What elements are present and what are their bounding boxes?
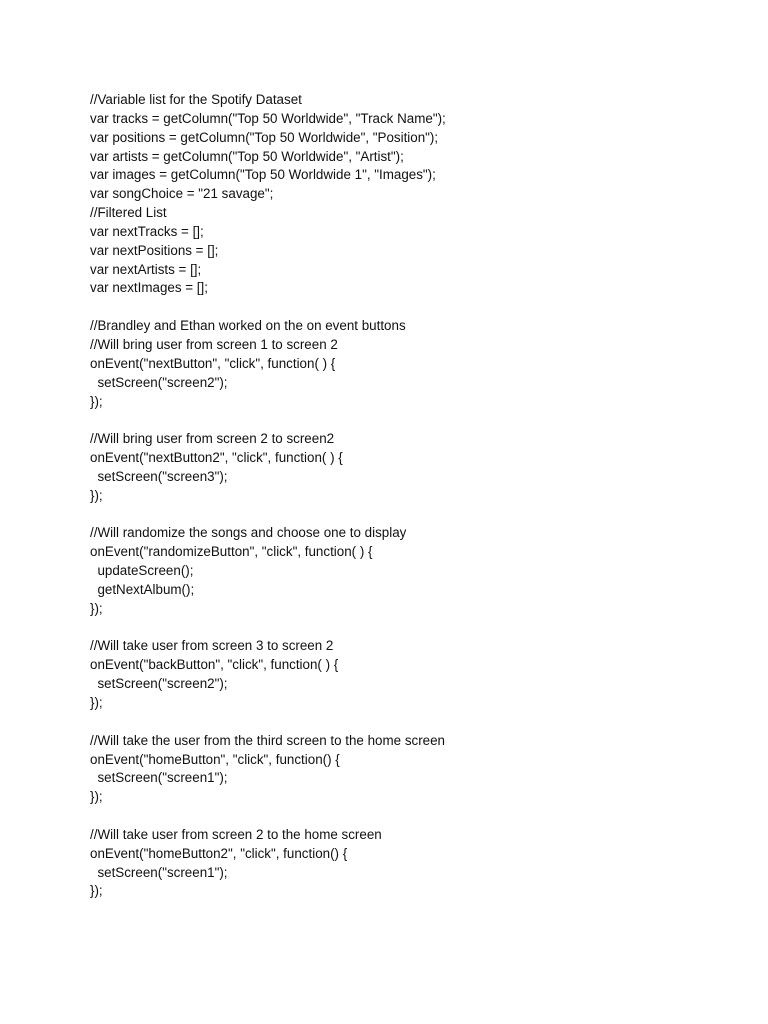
comment-line: //Will take the user from the third screen to the home screen bbox=[90, 732, 446, 748]
blank-line bbox=[90, 713, 730, 732]
code-line: }); bbox=[90, 393, 103, 409]
blank-line bbox=[90, 298, 730, 317]
code-line: var tracks = getColumn("Top 50 Worldwide", "Track Name"); bbox=[90, 110, 446, 126]
code-line: var images = getColumn("Top 50 Worldwide 1", "Images"); bbox=[90, 167, 436, 183]
code-line: var artists = getColumn("Top 50 Worldwide", "Artist"); bbox=[90, 148, 404, 164]
code-line: setScreen("screen2"); bbox=[90, 374, 228, 390]
comment-line: //Will bring user from screen 1 to screen 2 bbox=[90, 336, 338, 352]
code-line: var songChoice = "21 savage"; bbox=[90, 186, 274, 202]
code-line: onEvent("randomizeButton", "click", function( ) { bbox=[90, 544, 373, 560]
comment-line: //Filtered List bbox=[90, 205, 167, 221]
code-line: setScreen("screen2"); bbox=[90, 676, 228, 692]
blank-line bbox=[90, 807, 730, 826]
blank-line bbox=[90, 411, 730, 430]
comment-line: //Will take user from screen 3 to screen 2 bbox=[90, 638, 334, 654]
code-line: onEvent("backButton", "click", function( ) { bbox=[90, 657, 339, 673]
code-line: updateScreen(); bbox=[90, 563, 194, 579]
comment-line: //Will take user from screen 2 to the home screen bbox=[90, 826, 382, 842]
code-listing bbox=[90, 91, 730, 901]
code-line: var nextPositions = []; bbox=[90, 242, 219, 258]
blank-line bbox=[90, 506, 730, 525]
code-line: }); bbox=[90, 487, 103, 503]
code-line: var nextImages = []; bbox=[90, 280, 208, 296]
comment-line: //Variable list for the Spotify Dataset bbox=[90, 92, 302, 107]
code-line: var nextTracks = []; bbox=[90, 223, 204, 239]
code-line: var positions = getColumn("Top 50 Worldwide", "Position"); bbox=[90, 129, 439, 145]
comment-line: //Brandley and Ethan worked on the on event buttons bbox=[90, 318, 406, 334]
code-line: }); bbox=[90, 600, 103, 616]
code-line: onEvent("nextButton2", "click", function( ) { bbox=[90, 450, 343, 466]
code-line: getNextAlbum(); bbox=[90, 581, 195, 597]
code-line: onEvent("homeButton2", "click", function() { bbox=[90, 845, 348, 861]
code-line: var nextArtists = []; bbox=[90, 261, 202, 277]
comment-line: //Will randomize the songs and choose one to display bbox=[90, 525, 407, 541]
blank-line bbox=[90, 619, 730, 638]
code-line: setScreen("screen1"); bbox=[90, 864, 228, 880]
code-line: onEvent("homeButton", "click", function() { bbox=[90, 751, 340, 767]
comment-line: //Will bring user from screen 2 to screen2 bbox=[90, 431, 335, 447]
code-line: }); bbox=[90, 883, 103, 899]
code-line: }); bbox=[90, 695, 103, 710]
code-line: }); bbox=[90, 789, 103, 805]
code-line: setScreen("screen3"); bbox=[90, 468, 228, 484]
code-line: onEvent("nextButton", "click", function( ) { bbox=[90, 355, 336, 371]
code-line: setScreen("screen1"); bbox=[90, 770, 228, 786]
